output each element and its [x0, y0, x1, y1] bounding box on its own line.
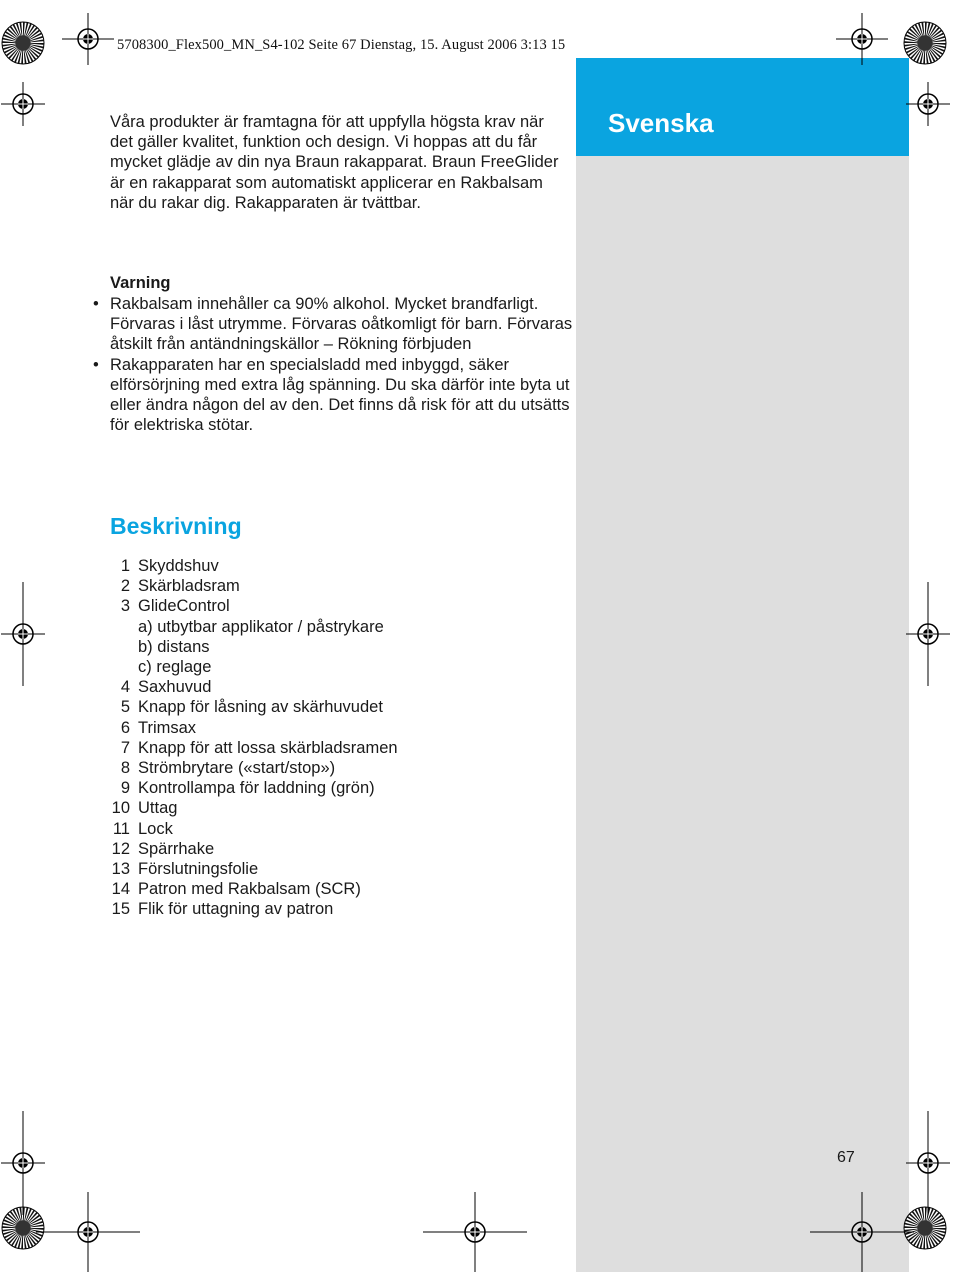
part-number: 1 [120, 557, 130, 575]
part-number: 12 [111, 839, 130, 858]
bullet-icon: • [93, 355, 99, 374]
registration-mark-icon [1, 582, 45, 686]
registration-mark-icon [836, 13, 888, 65]
side-panel [576, 58, 909, 1272]
print-header: 5708300_Flex500_MN_S4-102 Seite 67 Dienstag, 15. August 2006 3:13 15 [117, 37, 566, 53]
color-target-icon [903, 21, 947, 65]
parts-item [105, 798, 398, 818]
part-label: Knapp för att lossa skärbladsramen [138, 738, 398, 757]
registration-mark-icon [62, 13, 114, 65]
intro-paragraph: Våra produkter är framtagna för att uppfylla högsta krav när det gäller kvalitet, funktion och design. Vi hoppas att du får mycket glädje av din nya Braun rakapparat. Braun FreeGlider är en rakapparat som automatiskt applicerar en Rakbalsam när du rakar dig. Rakapparaten är tvättbar. [110, 113, 559, 212]
bullet-icon: • [93, 295, 99, 313]
part-number: 8 [120, 759, 130, 778]
part-number: 11 [112, 819, 130, 838]
part-label: a) utbytbar applikator / påstrykare [138, 617, 384, 636]
part-number: 4 [120, 678, 130, 697]
parts-item [105, 576, 398, 596]
part-number: 13 [111, 860, 130, 879]
part-label: Uttag [138, 799, 178, 818]
part-number: 5 [120, 698, 130, 717]
part-label: Skyddshuv [138, 557, 219, 575]
warning-item [93, 355, 573, 436]
part-number: 7 [120, 738, 130, 757]
part-label: Saxhuvud [138, 678, 212, 697]
color-target-icon [1, 21, 45, 65]
parts-item [105, 677, 398, 697]
part-label: Knapp för låsning av skärhuvudet [138, 698, 383, 717]
part-number: 9 [120, 779, 130, 798]
part-label: Patron med Rakbalsam (SCR) [138, 880, 361, 899]
warning-text: Rakapparaten har en specialsladd med inbyggd, säker elförsörjning med extra låg spänning. Du ska därför inte byta ut eller ändra någon del av den. Det finns då risk för att du utsätts för elektriska stötar. [110, 355, 570, 435]
part-label: Lock [138, 819, 173, 838]
parts-item [105, 738, 398, 758]
page-number: 67 [837, 1149, 855, 1166]
warning-title: Varning [110, 274, 171, 292]
warning-item [93, 294, 573, 355]
parts-item [105, 778, 398, 798]
registration-mark-icon [36, 1192, 140, 1272]
part-label: Spärrhake [138, 839, 215, 858]
parts-item [105, 758, 398, 778]
part-number: 2 [120, 577, 130, 596]
part-number: 15 [111, 900, 130, 919]
parts-item [105, 879, 398, 899]
registration-mark-icon [810, 1192, 914, 1272]
part-number: 6 [120, 718, 130, 737]
parts-subitem [105, 617, 398, 637]
parts-subitem [105, 657, 398, 677]
registration-mark-icon [906, 82, 950, 126]
part-label: Trimsax [138, 718, 197, 737]
section-title: Beskrivning [110, 513, 242, 539]
part-label: Förslutningsfolie [138, 860, 259, 879]
part-label: b) distans [138, 637, 210, 656]
parts-item [105, 819, 398, 839]
part-label: c) reglage [138, 658, 212, 677]
part-label: Flik för uttagning av patron [138, 900, 334, 919]
parts-item [105, 899, 398, 919]
part-number: 3 [120, 597, 130, 616]
part-number: 14 [111, 880, 130, 899]
registration-mark-icon [423, 1192, 527, 1272]
parts-item [105, 859, 398, 879]
parts-item [105, 718, 398, 738]
part-label: Skärbladsram [138, 577, 240, 596]
parts-subitem [105, 637, 398, 657]
part-label: GlideControl [138, 597, 230, 616]
parts-item [105, 697, 398, 717]
language-title: Svenska [608, 108, 714, 138]
part-label: Strömbrytare («start/stop») [138, 759, 336, 778]
warning-text: Rakbalsam innehåller ca 90% alkohol. Mycket brandfarligt. Förvaras i låst utrymme. Förvaras oåtkomligt för barn. Förvaras åtskilt från antändningskällor – Rökning förbjuden [110, 295, 573, 354]
language-band [576, 58, 909, 156]
parts-item [105, 839, 398, 859]
registration-mark-icon [1, 82, 45, 126]
part-label: Kontrollampa för laddning (grön) [138, 779, 375, 798]
parts-item [105, 596, 398, 616]
parts-item [105, 556, 398, 576]
registration-mark-icon [906, 582, 950, 686]
part-number: 10 [111, 799, 130, 818]
warning-list [93, 294, 573, 435]
parts-list [105, 556, 398, 920]
